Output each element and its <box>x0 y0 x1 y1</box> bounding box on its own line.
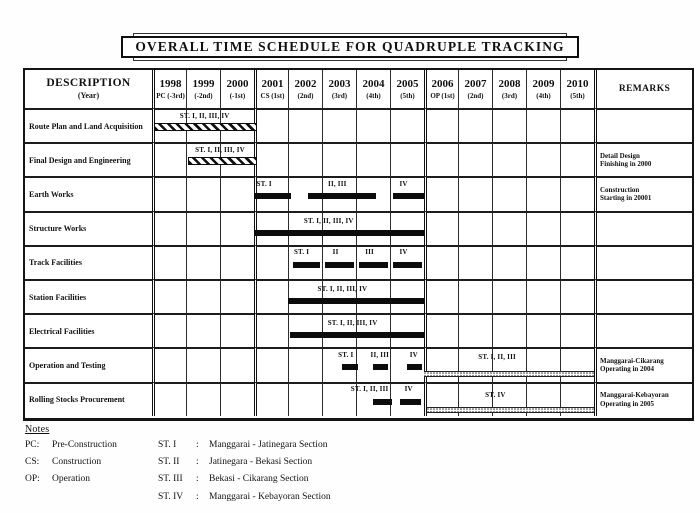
description-cell: Route Plan and Land Acquisition <box>25 108 152 142</box>
timeline-cell <box>186 108 220 142</box>
timeline-cell <box>424 108 458 142</box>
description-cell: Operation and Testing <box>25 347 152 381</box>
title-frame <box>133 33 567 61</box>
year-header-cell <box>390 70 424 108</box>
phase-label: (2nd) <box>467 91 484 100</box>
notes-section <box>25 424 455 509</box>
remarks-line: Operating in 2005 <box>600 399 655 408</box>
timeline-cell <box>492 279 526 313</box>
timeline-cell <box>152 245 186 279</box>
timeline-cell <box>492 211 526 245</box>
timeline-cell <box>152 313 186 347</box>
section-code: ST. IV <box>158 491 184 502</box>
timeline-cell <box>356 382 390 416</box>
abbreviation-meaning: Construction <box>52 457 102 468</box>
timeline-cell <box>152 279 186 313</box>
year-label: 2000 <box>226 77 249 90</box>
timeline-cell <box>356 142 390 176</box>
timeline-cell <box>526 347 560 381</box>
abbreviation-meaning: Pre-Construction <box>52 440 117 450</box>
timeline-cell <box>390 108 424 142</box>
timeline-cell <box>458 176 492 210</box>
timeline-cell <box>458 347 492 381</box>
timeline-cell <box>526 279 560 313</box>
year-header-cell <box>492 70 526 108</box>
timeline-cell <box>458 142 492 176</box>
timeline-cell <box>560 347 594 381</box>
timeline-cell <box>424 279 458 313</box>
timeline-cell <box>220 108 254 142</box>
remarks-line: Manggarai-Kebayoran <box>600 391 669 400</box>
phase-label: PC (-3rd) <box>156 91 185 100</box>
bar-label: II, III <box>370 350 390 359</box>
description-cell: Final Design and Engineering <box>25 142 152 176</box>
note-section <box>158 457 331 474</box>
bar-label: ST. I, II, III, IV <box>179 111 230 120</box>
timeline-cell <box>458 211 492 245</box>
timeline-cell <box>322 279 356 313</box>
timeline-cell <box>390 211 424 245</box>
timeline-cell <box>458 382 492 416</box>
section-legend-list <box>158 440 331 509</box>
timeline-cell <box>492 382 526 416</box>
timeline-cell <box>322 176 356 210</box>
remarks-line: Operating in 2004 <box>600 365 655 374</box>
timeline-cell <box>186 142 220 176</box>
timeline-cell <box>288 313 322 347</box>
timeline-cell <box>560 382 594 416</box>
timeline-cell <box>288 108 322 142</box>
description-cell: Rolling Stocks Procurement <box>25 382 152 416</box>
timeline-cell <box>322 142 356 176</box>
remarks-cell <box>594 211 692 245</box>
timeline-cell <box>424 142 458 176</box>
section-meaning: Manggarai - Jatinegara Section <box>209 440 328 450</box>
timeline-cell <box>356 176 390 210</box>
note-abbreviation <box>25 457 117 474</box>
section-colon: : <box>196 440 199 450</box>
timeline-cell <box>220 382 254 416</box>
section-code: ST. III <box>158 474 183 485</box>
bar-label: II, III <box>328 179 347 188</box>
timeline-cell <box>390 142 424 176</box>
timeline-cell <box>322 108 356 142</box>
timeline-cell <box>186 382 220 416</box>
abbreviation-meaning: Operation <box>52 474 90 485</box>
timeline-cell <box>220 142 254 176</box>
bar-label: ST. I, II, III <box>350 385 389 394</box>
remarks-cell <box>594 347 692 381</box>
timeline-cell <box>254 279 288 313</box>
timeline-cell <box>288 176 322 210</box>
timeline-cell <box>390 347 424 381</box>
timeline-cell <box>186 279 220 313</box>
page-title: OVERALL TIME SCHEDULE FOR QUADRUPLE TRACKING <box>135 39 565 54</box>
bar-label: ST. I, II, III, IV <box>303 216 354 225</box>
timeline-cell <box>322 382 356 416</box>
note-section <box>158 440 331 457</box>
bar-label: II <box>332 248 339 257</box>
year-label: 2005 <box>396 77 419 90</box>
bar-label: IV <box>399 179 408 188</box>
bar-label: ST. I <box>338 350 354 359</box>
timeline-cell <box>220 313 254 347</box>
section-meaning: Jatinegara - Bekasi Section <box>209 457 313 468</box>
remarks-line: Detail Design <box>600 151 640 160</box>
phase-label: (-1st) <box>229 91 246 100</box>
abbreviation-code: OP: <box>25 474 40 485</box>
description-cell: Electrical Facilities <box>25 313 152 347</box>
timeline-cell <box>526 313 560 347</box>
section-code: ST. II <box>158 457 180 468</box>
remarks-header: REMARKS <box>594 70 692 108</box>
timeline-cell <box>424 211 458 245</box>
timeline-cell <box>186 313 220 347</box>
timeline-cell <box>322 211 356 245</box>
timeline-cell <box>390 313 424 347</box>
phase-label: (4th) <box>536 91 551 100</box>
year-label: 2001 <box>261 77 284 90</box>
timeline-cell <box>492 176 526 210</box>
year-header-cell <box>186 70 220 108</box>
timeline-cell <box>220 211 254 245</box>
timeline-cell <box>526 382 560 416</box>
timeline-cell <box>560 211 594 245</box>
bar-label: ST. I, II, III, IV <box>195 145 245 154</box>
bar-label: IV <box>404 385 413 394</box>
remarks-cell <box>594 108 692 142</box>
timeline-cell <box>288 211 322 245</box>
timeline-cell <box>254 245 288 279</box>
timeline-cell <box>356 108 390 142</box>
timeline-cell <box>220 347 254 381</box>
remarks-cell <box>594 279 692 313</box>
year-header-cell <box>322 70 356 108</box>
phase-label: (5th) <box>400 91 415 100</box>
year-label: 2007 <box>464 77 487 90</box>
timeline-cell <box>186 176 220 210</box>
year-header-cell <box>356 70 390 108</box>
timeline-cell <box>492 347 526 381</box>
timeline-cell <box>492 245 526 279</box>
abbreviation-list <box>25 440 117 492</box>
timeline-cell <box>526 108 560 142</box>
remarks-cell <box>594 176 692 210</box>
timeline-cell <box>458 279 492 313</box>
timeline-cell <box>356 347 390 381</box>
description-cell: Station Facilities <box>25 279 152 313</box>
timeline-cell <box>356 313 390 347</box>
remarks-cell <box>594 313 692 347</box>
timeline-cell <box>254 382 288 416</box>
phase-label: (-2nd) <box>194 91 213 100</box>
year-label: 2010 <box>566 77 589 90</box>
year-label: 1999 <box>192 77 215 90</box>
description-header-label: DESCRIPTION <box>46 77 131 89</box>
timeline-cell <box>186 245 220 279</box>
bar-label: ST. I <box>293 248 310 257</box>
year-header-cell <box>288 70 322 108</box>
timeline-cell <box>254 142 288 176</box>
abbreviation-code: CS: <box>25 457 40 468</box>
timeline-cell <box>424 313 458 347</box>
year-header-cell <box>526 70 560 108</box>
timeline-cell <box>560 108 594 142</box>
phase-label: (3rd) <box>331 91 348 100</box>
description-cell: Earth Works <box>25 176 152 210</box>
timeline-cell <box>390 382 424 416</box>
remarks-line: Construction <box>600 185 640 194</box>
description-cell: Structure Works <box>25 211 152 245</box>
timeline-cell <box>152 142 186 176</box>
timeline-cell <box>390 245 424 279</box>
year-header-cell <box>152 70 186 108</box>
timeline-cell <box>152 108 186 142</box>
timeline-cell <box>424 176 458 210</box>
timeline-cell <box>424 382 458 416</box>
timeline-cell <box>492 313 526 347</box>
bar-label: ST. I, II, III <box>478 353 516 362</box>
timeline-cell <box>560 313 594 347</box>
year-header-cell <box>424 70 458 108</box>
timeline-cell <box>288 142 322 176</box>
remarks-line: Finishing in 2000 <box>600 160 652 169</box>
year-label: 2006 <box>431 77 454 90</box>
remarks-line: Manggarai-Cikarang <box>600 356 664 365</box>
year-label: 2008 <box>498 77 521 90</box>
abbreviation-code: PC: <box>25 440 40 450</box>
phase-label: OP (1st) <box>430 91 455 100</box>
section-colon: : <box>196 491 199 502</box>
timeline-cell <box>356 245 390 279</box>
timeline-cell <box>220 279 254 313</box>
timeline-cell <box>526 142 560 176</box>
year-label: 2002 <box>294 77 317 90</box>
section-colon: : <box>196 474 199 485</box>
timeline-cell <box>254 347 288 381</box>
phase-label: (3rd) <box>501 91 518 100</box>
timeline-cell <box>322 313 356 347</box>
note-abbreviation <box>25 440 117 457</box>
timeline-cell <box>560 279 594 313</box>
section-meaning: Manggarai - Kebayoran Section <box>209 491 331 502</box>
timeline-cell <box>254 176 288 210</box>
timeline-cell <box>390 176 424 210</box>
section-meaning: Bekasi - Cikarang Section <box>209 474 309 485</box>
phase-label: (5th) <box>570 91 585 100</box>
timeline-cell <box>220 245 254 279</box>
timeline-cell <box>424 347 458 381</box>
year-label: 2003 <box>328 77 351 90</box>
timeline-cell <box>458 108 492 142</box>
timeline-cell <box>492 108 526 142</box>
phase-label: (4th) <box>366 91 381 100</box>
remarks-cell <box>594 142 692 176</box>
timeline-cell <box>254 211 288 245</box>
bar-label: IV <box>399 248 408 257</box>
phase-label: (2nd) <box>297 91 314 100</box>
schedule-grid <box>25 70 692 416</box>
timeline-cell <box>356 279 390 313</box>
timeline-cell <box>458 245 492 279</box>
timeline-cell <box>560 245 594 279</box>
timeline-cell <box>186 211 220 245</box>
year-label: 1998 <box>159 77 182 90</box>
bar-label: ST. I <box>256 179 272 188</box>
timeline-cell <box>526 245 560 279</box>
year-header-cell <box>254 70 288 108</box>
note-abbreviation <box>25 474 117 491</box>
year-label: 2009 <box>532 77 555 90</box>
year-header-cell <box>560 70 594 108</box>
timeline-cell <box>560 176 594 210</box>
year-subheader-label: (Year) <box>77 91 100 100</box>
timeline-cell <box>458 313 492 347</box>
timeline-cell <box>288 347 322 381</box>
bar-label: ST. IV <box>485 390 506 399</box>
remarks-line: Starting in 20001 <box>600 194 652 203</box>
timeline-cell <box>152 176 186 210</box>
timeline-cell <box>220 176 254 210</box>
year-label: 2004 <box>362 77 385 90</box>
timeline-cell <box>152 382 186 416</box>
note-section <box>158 492 331 509</box>
timeline-cell <box>186 347 220 381</box>
remarks-cell <box>594 245 692 279</box>
timeline-cell <box>526 211 560 245</box>
timeline-cell <box>254 108 288 142</box>
timeline-cell <box>288 382 322 416</box>
timeline-cell <box>254 313 288 347</box>
year-header-cell <box>220 70 254 108</box>
notes-heading: Notes <box>25 424 50 435</box>
description-header <box>25 70 152 108</box>
year-header-cell <box>458 70 492 108</box>
timeline-cell <box>560 142 594 176</box>
timeline-cell <box>288 245 322 279</box>
section-code: ST. I <box>158 440 177 450</box>
bar-label: ST. I, II, III, IV <box>327 319 378 328</box>
timeline-cell <box>424 245 458 279</box>
phase-label: CS (1st) <box>260 91 285 100</box>
timeline-cell <box>492 142 526 176</box>
timeline-cell <box>288 279 322 313</box>
section-colon: : <box>196 457 199 468</box>
schedule-table <box>23 68 694 421</box>
timeline-cell <box>322 245 356 279</box>
timeline-cell <box>322 347 356 381</box>
timeline-cell <box>152 347 186 381</box>
note-section <box>158 474 331 491</box>
title-box <box>121 36 578 58</box>
description-cell: Track Facilities <box>25 245 152 279</box>
timeline-cell <box>390 279 424 313</box>
bar-label: III <box>365 248 374 257</box>
remarks-cell <box>594 382 692 416</box>
bar-label: ST. I, II, III, IV <box>317 285 368 293</box>
timeline-cell <box>152 211 186 245</box>
timeline-cell <box>356 211 390 245</box>
timeline-cell <box>526 176 560 210</box>
bar-label: IV <box>409 350 418 359</box>
